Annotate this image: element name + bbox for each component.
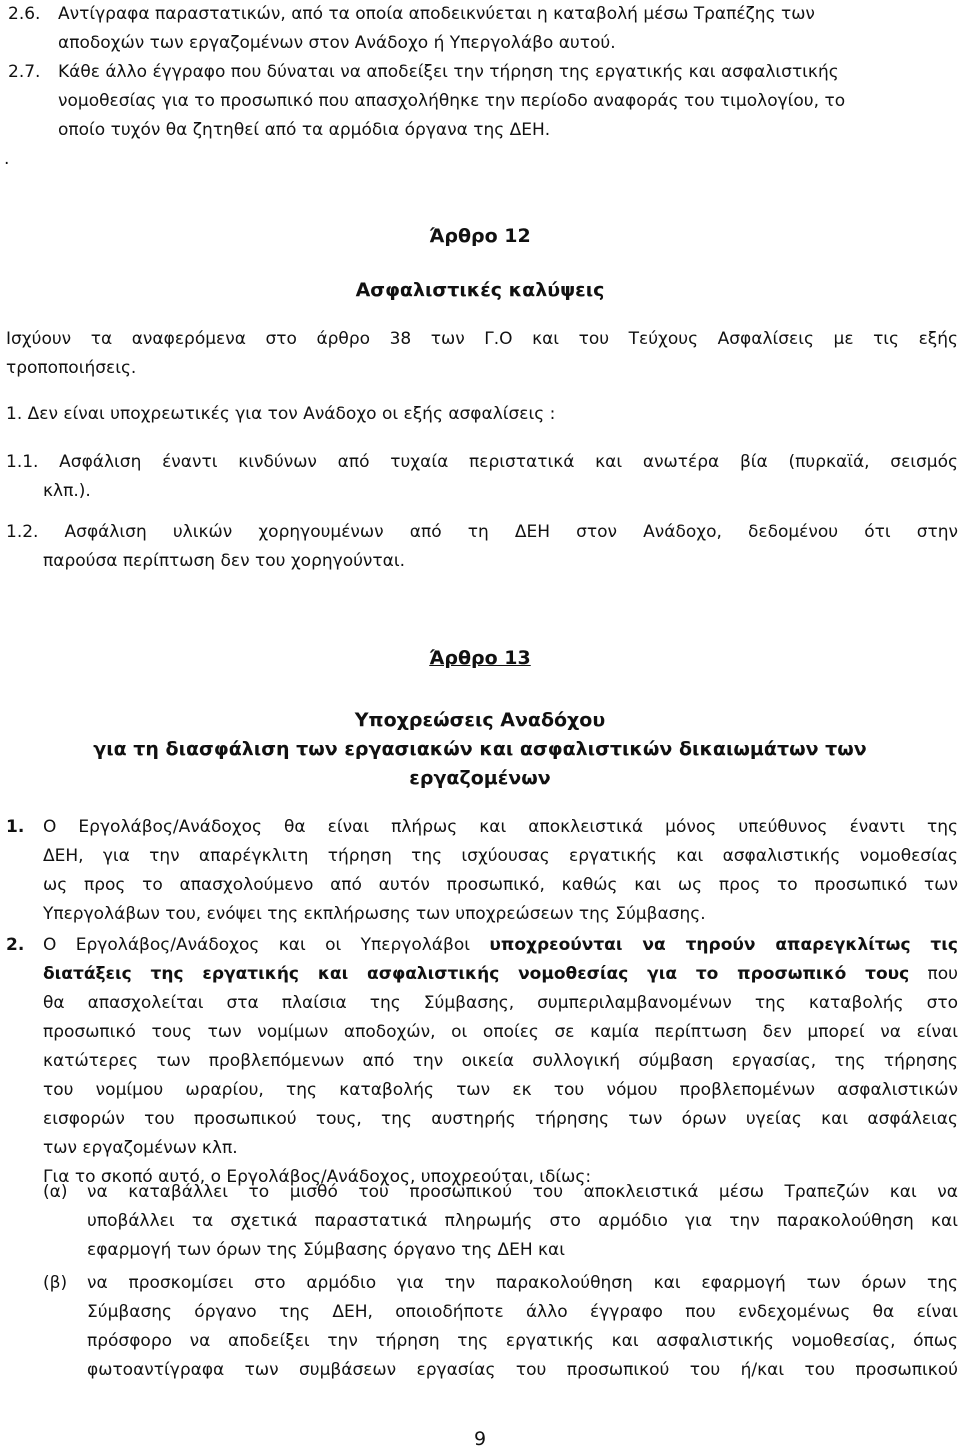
text-line: του νομίμου ωραρίου, της καταβολής των εκ του νόμου προβλεπομένων ασφαλιστικών <box>43 1080 958 1100</box>
paragraph-number: 2. <box>6 935 25 955</box>
item-number: 2.6. <box>8 4 41 24</box>
text-line: εφαρμογή των όρων της Σύμβασης όργανο της ΔΕΗ και <box>87 1240 566 1260</box>
sub-item-label: (α) <box>43 1182 68 1202</box>
article-12-intro <box>6 325 958 383</box>
text-line: κατώτερες των προβλεπόμενων από την οικεία συλλογική σύμβαση εργασίας, της τήρησης <box>43 1051 958 1071</box>
text-line: Για το σκοπό αυτό, ο Εργολάβος/Ανάδοχος, υποχρεούται, ιδίως: <box>43 1167 592 1187</box>
article-13-heading <box>0 644 960 673</box>
article-13-paragraph-2 <box>6 931 958 1192</box>
text-line: Ο Εργολάβος/Ανάδοχος θα είναι πλήρως και αποκλειστικά μόνος υπεύθυνος έναντι της <box>43 817 958 837</box>
sub-item-b <box>43 1269 958 1385</box>
title-line: εργαζομένων <box>409 767 551 789</box>
article-13-paragraph-1 <box>6 813 958 929</box>
item-number: 2.7. <box>8 62 41 82</box>
sub-item-a <box>43 1178 958 1265</box>
text-line: Ισχύουν τα αναφερόμενα στο άρθρο 38 των Γ.Ο και του Τεύχους Ασφαλίσεις με τις εξής <box>6 329 958 349</box>
sub-item-label: (β) <box>43 1273 68 1293</box>
text-line: εισφορών του προσωπικού τους, της αυστηρής τήρησης των όρων υγείας και ασφάλειας <box>43 1109 958 1129</box>
text-line: Αντίγραφα παραστατικών, από τα οποία αποδεικνύεται η καταβολή μέσω Τραπέζης των <box>58 4 815 24</box>
text-line: παρούσα περίπτωση δεν του χορηγούνται. <box>43 551 406 571</box>
article-12-subheading: Ασφαλιστικές καλύψεις <box>355 279 605 301</box>
text-line: θα απασχολείται στα πλαίσια της Σύμβασης, συμπεριλαμβανομένων της καταβολής στο <box>43 993 958 1013</box>
text-line: 1.1. Ασφάλιση έναντι κινδύνων από τυχαία περιστατικά και ανωτέρα βία (πυρκαϊά, σεισμός <box>6 452 958 472</box>
text-line: αποδοχών των εργαζομένων στον Ανάδοχο ή Υπεργολάβο αυτού. <box>58 33 616 53</box>
text-line: κλπ.). <box>43 481 91 501</box>
text-line <box>43 931 958 960</box>
text-line: οποίο τυχόν θα ζητηθεί από τα αρμόδια όργανα της ΔΕΗ. <box>58 120 551 140</box>
text-line: υποβάλλει τα σχετικά παραστατικά πληρωμής στο αρμόδιο για την παρακολούθηση και <box>87 1211 958 1231</box>
title-line: Υποχρεώσεις Αναδόχου <box>354 709 606 731</box>
text-line: ως προς το απασχολούμενο από αυτόν προσωπικό, καθώς και ως προς το προσωπικό των <box>43 875 958 895</box>
article-13-title <box>0 706 960 793</box>
text-line: των εργαζομένων κλπ. <box>43 1138 238 1158</box>
bold-span: υποχρεούνται να τηρούν απαρεγκλίτως τις <box>489 935 958 955</box>
article-13-heading-text: Άρθρο 13 <box>429 647 531 669</box>
text-line: τροποποιήσεις. <box>6 358 137 378</box>
text-line: 1.2. Ασφάλιση υλικών χορηγουμένων από τη ΔΕΗ στον Ανάδοχο, δεδομένου ότι στην <box>6 522 958 542</box>
text-line: Κάθε άλλο έγγραφο που δύναται να αποδείξει την τήρηση της εργατικής και ασφαλιστικής <box>58 62 839 82</box>
text-line: νομοθεσίας για το προσωπικό που απασχολήθηκε την περίοδο αναφοράς του τιμολογίου, το <box>58 91 846 111</box>
item-2-6 <box>8 0 960 58</box>
article-12-item-1-2 <box>6 518 958 576</box>
text-line: προσωπικό τους των νομίμων αποδοχών, οι οποίες σε καμία περίπτωση δεν μπορεί να είναι <box>43 1022 958 1042</box>
title-line: για τη διασφάλιση των εργασιακών και ασφαλιστικών δικαιωμάτων των <box>93 738 867 760</box>
article-12-item-1: 1. Δεν είναι υποχρεωτικές για τον Ανάδοχο οι εξής ασφαλίσεις : <box>6 404 556 424</box>
article-12-item-1-1 <box>6 448 958 506</box>
paragraph-number: 1. <box>6 817 25 837</box>
item-2-7 <box>8 58 960 145</box>
text-line <box>43 960 958 989</box>
text-line: ΔΕΗ, για την απαρέγκλιτη τήρηση της ισχύουσας εργατικής και ασφαλιστικής νομοθεσίας <box>43 846 958 866</box>
text-line: να προσκομίσει στο αρμόδιο για την παρακολούθηση και εφαρμογή των όρων της <box>87 1273 958 1293</box>
page-number: 9 <box>473 1428 487 1450</box>
text-line: Σύμβασης όργανο της ΔΕΗ, οποιοδήποτε άλλο έγγραφο που ενδεχομένως θα είναι <box>87 1302 958 1322</box>
text-span: Ο Εργολάβος/Ανάδοχος και οι Υπεργολάβοι <box>43 935 490 955</box>
text-line: φωτοαντίγραφα των συμβάσεων εργασίας του προσωπικού του ή/και του προσωπικού <box>87 1360 958 1380</box>
bold-span: διατάξεις της εργατικής και ασφαλιστικής νομοθεσίας για το προσωπικό τους <box>43 964 910 984</box>
text-line: να καταβάλλει το μισθό του προσωπικού του αποκλειστικά μέσω Τραπεζών και να <box>87 1182 958 1202</box>
text-line: Υπεργολάβων του, ενόψει της εκπλήρωσης των υποχρεώσεων της Σύμβασης. <box>43 904 706 924</box>
text-span: που <box>909 964 958 984</box>
article-12-heading: Άρθρο 12 <box>429 225 531 247</box>
text-line: πρόσφορο να αποδείξει την τήρηση της εργατικής και ασφαλιστικής νομοθεσίας, όπως <box>87 1331 958 1351</box>
stray-dot: . <box>4 149 10 169</box>
